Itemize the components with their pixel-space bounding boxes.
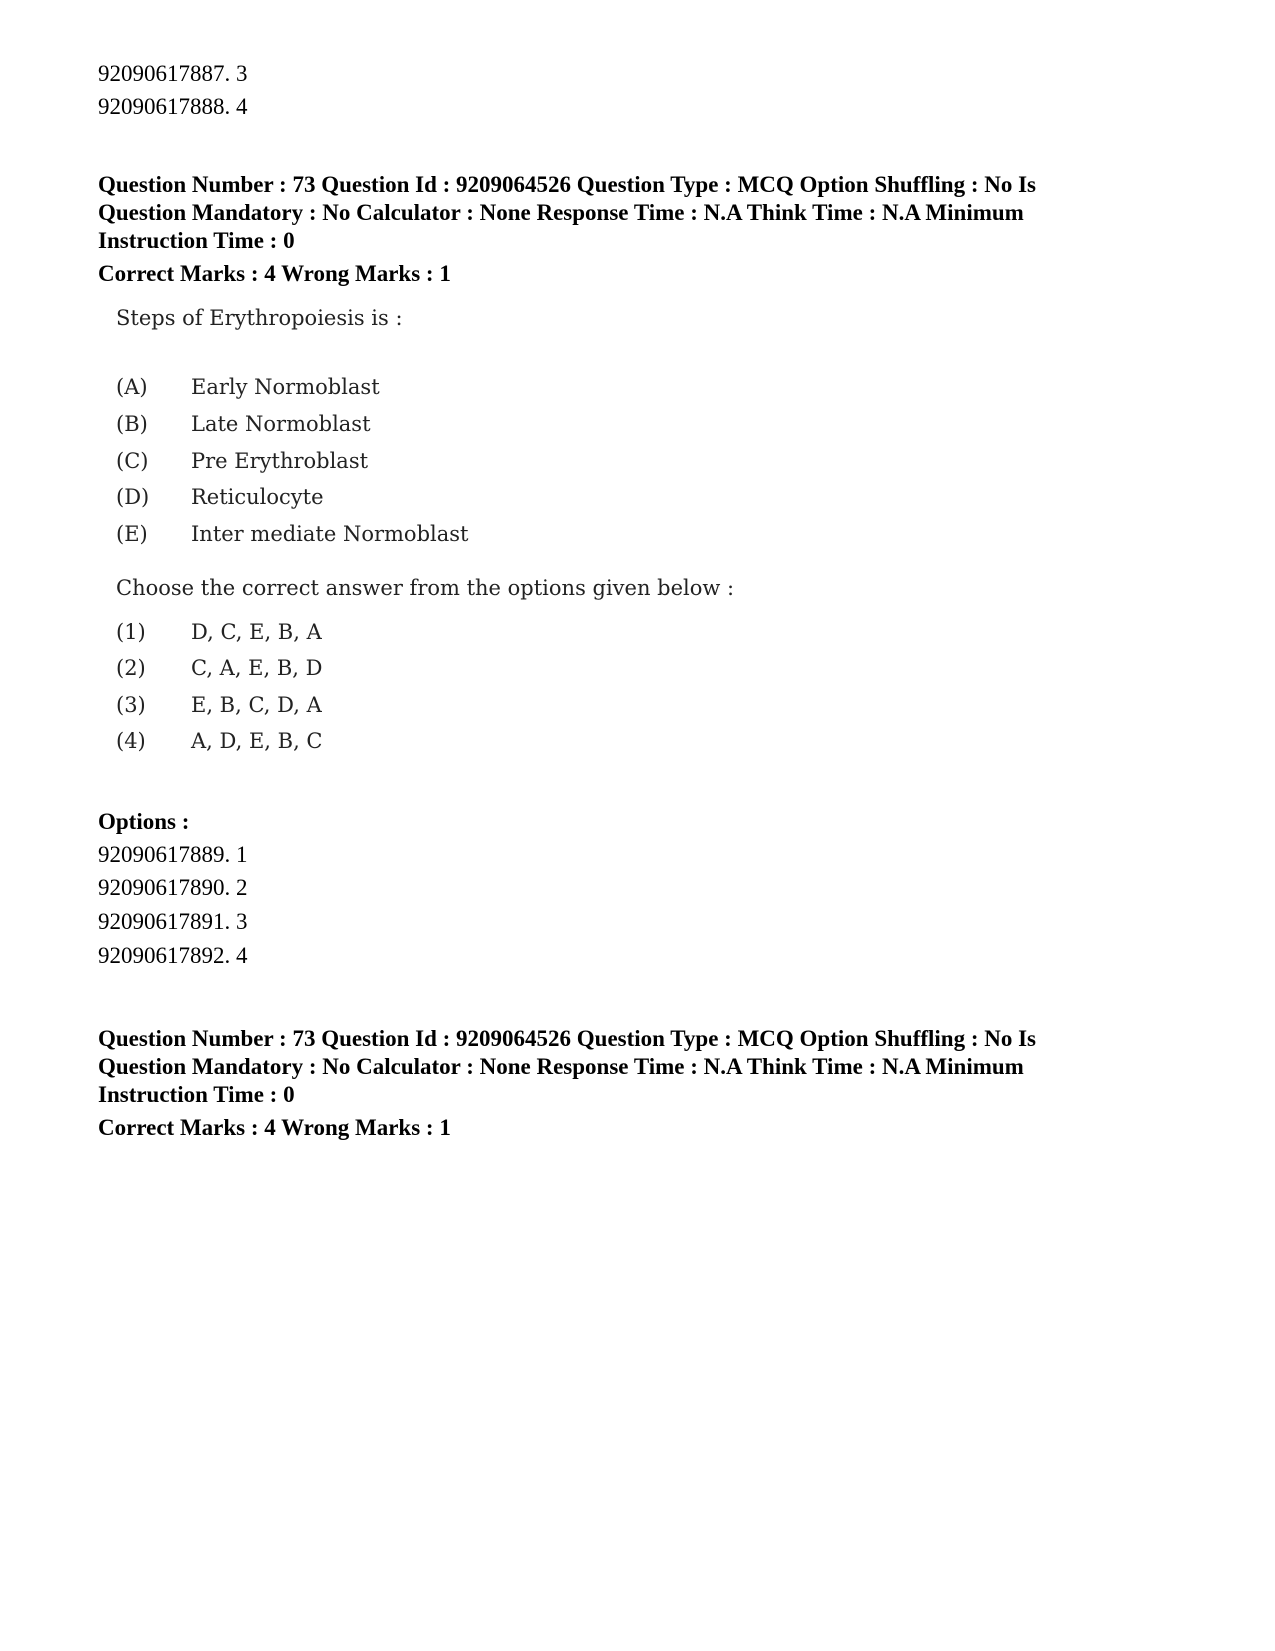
question-marks: Correct Marks : 4 Wrong Marks : 1 bbox=[98, 261, 451, 286]
statement-a bbox=[116, 375, 380, 399]
option-id: 92090617891 bbox=[98, 909, 225, 934]
statement-text: Late Normoblast bbox=[191, 412, 371, 436]
option-number: 3 bbox=[236, 61, 248, 86]
question-stem: Steps of Erythropoiesis is : bbox=[116, 306, 403, 330]
statement-label: (E) bbox=[116, 522, 148, 546]
answer-text: D, C, E, B, A bbox=[191, 620, 322, 644]
choose-instruction: Choose the correct answer from the options given below : bbox=[116, 576, 735, 600]
statement-b bbox=[116, 412, 371, 436]
option-id: 92090617889 bbox=[98, 842, 225, 867]
question-header-line-1: Question Number : 73 Question Id : 9209064526 Question Type : MCQ Option Shuffling : No Is bbox=[98, 172, 1037, 197]
statement-label: (C) bbox=[116, 449, 149, 473]
option-id: 92090617888 bbox=[98, 94, 225, 119]
answer-3 bbox=[116, 693, 322, 717]
statement-e bbox=[116, 522, 468, 546]
option-id: 92090617887 bbox=[98, 61, 225, 86]
statement-text: Early Normoblast bbox=[191, 375, 380, 399]
answer-text: C, A, E, B, D bbox=[191, 656, 323, 680]
option-4: 92090617892. 4 bbox=[98, 943, 248, 968]
options-title: Options : bbox=[98, 809, 190, 834]
question-header bbox=[98, 171, 1158, 255]
answer-text: E, B, C, D, A bbox=[191, 693, 322, 717]
option-3: 92090617891. 3 bbox=[98, 909, 248, 934]
question-header-line-3: Instruction Time : 0 bbox=[98, 1082, 295, 1107]
option-number: 4 bbox=[236, 94, 248, 119]
statement-label: (A) bbox=[116, 375, 148, 399]
option-number: 3 bbox=[236, 909, 248, 934]
answer-label: (3) bbox=[116, 693, 146, 717]
answer-label: (4) bbox=[116, 729, 146, 753]
statement-d bbox=[116, 485, 324, 509]
option-2: 92090617890. 2 bbox=[98, 875, 248, 900]
option-number: 4 bbox=[236, 943, 248, 968]
option-number: 1 bbox=[236, 842, 248, 867]
question-header-line-3: Instruction Time : 0 bbox=[98, 228, 295, 253]
prev-option-3: 92090617887. 3 bbox=[98, 61, 248, 86]
option-id: 92090617890 bbox=[98, 875, 225, 900]
statement-text: Reticulocyte bbox=[191, 485, 324, 509]
option-id: 92090617892 bbox=[98, 943, 225, 968]
next-question-marks: Correct Marks : 4 Wrong Marks : 1 bbox=[98, 1115, 451, 1140]
statement-label: (B) bbox=[116, 412, 148, 436]
statement-text: Pre Erythroblast bbox=[191, 449, 369, 473]
answer-2 bbox=[116, 656, 323, 680]
statement-text: Inter mediate Normoblast bbox=[191, 522, 469, 546]
answer-label: (1) bbox=[116, 620, 146, 644]
next-question-header bbox=[98, 1025, 1158, 1109]
question-header-line-1: Question Number : 73 Question Id : 9209064526 Question Type : MCQ Option Shuffling : No Is bbox=[98, 1026, 1037, 1051]
question-header-line-2: Question Mandatory : No Calculator : None Response Time : N.A Think Time : N.A Minimum bbox=[98, 1054, 1024, 1079]
answer-4 bbox=[116, 729, 323, 753]
statement-label: (D) bbox=[116, 485, 150, 509]
answer-1 bbox=[116, 620, 322, 644]
option-number: 2 bbox=[236, 875, 248, 900]
prev-option-4: 92090617888. 4 bbox=[98, 94, 248, 119]
question-header-line-2: Question Mandatory : No Calculator : None Response Time : N.A Think Time : N.A Minimum bbox=[98, 200, 1024, 225]
answer-text: A, D, E, B, C bbox=[191, 729, 323, 753]
statement-c bbox=[116, 449, 368, 473]
question-image bbox=[98, 306, 798, 806]
option-1: 92090617889. 1 bbox=[98, 842, 248, 867]
answer-label: (2) bbox=[116, 656, 146, 680]
